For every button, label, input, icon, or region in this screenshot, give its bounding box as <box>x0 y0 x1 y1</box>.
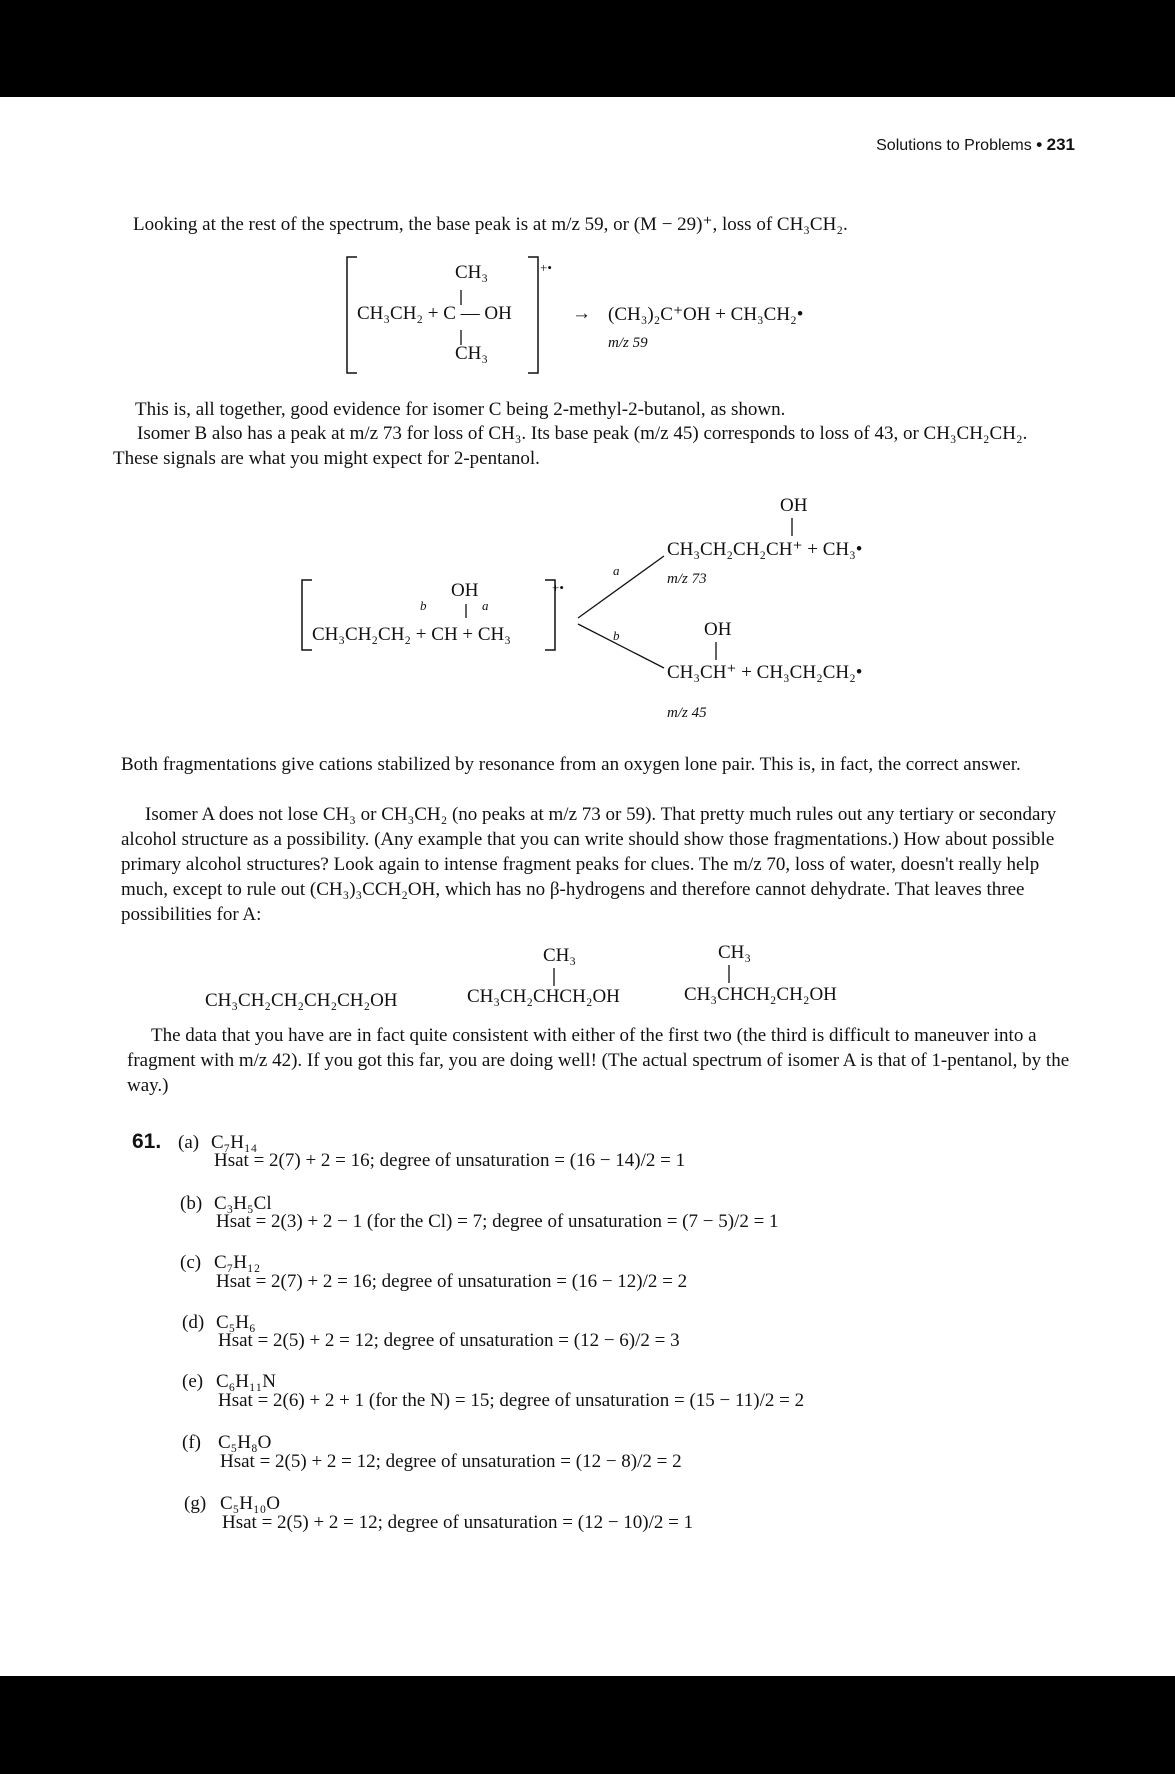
scheme2-label-b: b <box>420 598 427 613</box>
scheme1-top: CH₃ <box>455 262 489 283</box>
productB-oh: OH <box>704 619 732 640</box>
answer-formula: C₅H₈O <box>218 1432 272 1453</box>
structure-2: CH₃CH₂CHCH₂OH <box>467 986 620 1007</box>
bottom-scan-border <box>0 1676 1175 1774</box>
answer-formula: C₃H₅Cl <box>214 1193 272 1214</box>
answer-label: (d) <box>182 1312 205 1333</box>
answer-formula: C₇H₁₄ <box>211 1132 258 1153</box>
productA: CH₃CH₂CH₂CH⁺ + CH₃• <box>667 539 863 560</box>
answer-calc: Hsat = 2(6) + 2 + 1 (for the N) = 15; degree of unsaturation = (15 − 11)/2 = 2 <box>218 1390 805 1411</box>
scheme1-mz: m/z 59 <box>608 335 648 351</box>
answer-formula: C₆H₁₁N <box>216 1371 276 1392</box>
answer-formula: C₅H₆ <box>216 1312 256 1333</box>
structure-3-branch: CH₃ <box>718 942 752 963</box>
structure-2-branch: CH₃ <box>543 945 577 966</box>
productA-bond <box>790 518 794 538</box>
paragraph-5: Isomer A does not lose CH₃ or CH₃CH₂ (no peaks at m/z 73 or 59). That pretty much rules out any tertiary or secondary alcohol structure as a possibility. (Any example that you can write should show those fragmentations.) How about possible primary alcohol structures? Look again to intense fragment peaks for clues. The m/z 70, loss of water, doesn't really help much, except to rule out (CH₃)₃CCH₂OH, which has no β-hydrogens and therefore cannot dehydrate. That leaves three possibilities for A: <box>121 804 1057 925</box>
scheme2-lines <box>300 500 680 675</box>
structure-3-bond <box>727 965 731 985</box>
productA-mz: m/z 73 <box>667 571 707 587</box>
scheme2-oh: OH <box>451 580 479 601</box>
problem-number: 61. <box>132 1130 162 1153</box>
answer-calc: Hsat = 2(5) + 2 = 12; degree of unsaturation = (12 − 6)/2 = 3 <box>218 1330 680 1351</box>
arrow-path-b <box>578 624 664 668</box>
running-title: Solutions to Problems <box>876 137 1032 154</box>
top-scan-border <box>0 0 1175 97</box>
answer-calc: Hsat = 2(3) + 2 − 1 (for the Cl) = 7; degree of unsaturation = (7 − 5)/2 = 1 <box>216 1211 779 1232</box>
structure-3: CH₃CHCH₂CH₂OH <box>684 984 837 1005</box>
arrow-path-a <box>578 556 664 618</box>
answer-calc: Hsat = 2(5) + 2 = 12; degree of unsaturation = (12 − 10)/2 = 1 <box>222 1512 694 1533</box>
paragraph-6: The data that you have are in fact quite consistent with either of the first two (the third is difficult to maneuver into a fragment with m/z 42). If you got this far, you are doing well! (The actual spectrum of isomer A is that of 1-pentanol, by the way.) <box>127 1025 1070 1096</box>
answer-formula: C₅H₁₀O <box>220 1493 280 1514</box>
productB-bond <box>714 642 718 662</box>
answer-calc: Hsat = 2(7) + 2 = 16; degree of unsaturation = (16 − 12)/2 = 2 <box>216 1271 688 1292</box>
productA-oh: OH <box>780 495 808 516</box>
scheme2-main: CH₃CH₂CH₂ + CH + CH₃ <box>312 624 511 645</box>
answer-label: (a) <box>178 1132 200 1153</box>
structure-1: CH₃CH₂CH₂CH₂CH₂OH <box>205 990 398 1011</box>
scheme1-main: CH₃CH₂ + C — OH <box>357 303 512 324</box>
header-bullet: • <box>1036 135 1043 154</box>
scheme1-arrow: → <box>572 303 591 324</box>
scheme1-product: (CH₃)₂C⁺OH + CH₃CH₂• <box>608 304 804 325</box>
scheme1-bottom: CH₃ <box>455 343 489 364</box>
scheme1-charge: +• <box>540 260 552 275</box>
productB: CH₃CH⁺ + CH₃CH₂CH₂• <box>667 662 863 683</box>
page-number: 231 <box>1046 135 1075 154</box>
answer-label: (g) <box>184 1493 207 1514</box>
paragraph-3: Isomer B also has a peak at m/z 73 for loss of CH₃. Its base peak (m/z 45) corresponds to loss of 43, or CH₃CH₂CH₂. These signals are what you might expect for 2-pentanol. <box>113 423 1028 469</box>
productB-mz: m/z 45 <box>667 705 707 721</box>
answer-formula: C₇H₁₂ <box>214 1252 261 1273</box>
structure-2-bond <box>552 968 556 988</box>
answer-label: (b) <box>180 1193 203 1214</box>
scheme2-label-a: a <box>482 598 489 613</box>
paragraph-1: Looking at the rest of the spectrum, the base peak is at m/z 59, or (M − 29)⁺, loss of CH₃CH₂. <box>133 214 848 235</box>
answer-label: (c) <box>180 1252 202 1273</box>
scheme2-path-a: a <box>613 563 620 578</box>
paragraph-2: This is, all together, good evidence for isomer C being 2-methyl-2-butanol, as shown. <box>135 399 786 420</box>
answer-label: (f) <box>182 1432 201 1453</box>
scheme2-path-b: b <box>613 628 620 643</box>
paragraph-4: Both fragmentations give cations stabilized by resonance from an oxygen lone pair. This is, in fact, the correct answer. <box>121 754 1021 775</box>
running-header <box>876 135 1075 155</box>
answer-calc: Hsat = 2(7) + 2 = 16; degree of unsaturation = (16 − 14)/2 = 1 <box>214 1150 686 1171</box>
answer-calc: Hsat = 2(5) + 2 = 12; degree of unsaturation = (12 − 8)/2 = 2 <box>220 1451 682 1472</box>
answer-label: (e) <box>182 1371 204 1392</box>
scheme2-charge: +• <box>552 580 564 595</box>
